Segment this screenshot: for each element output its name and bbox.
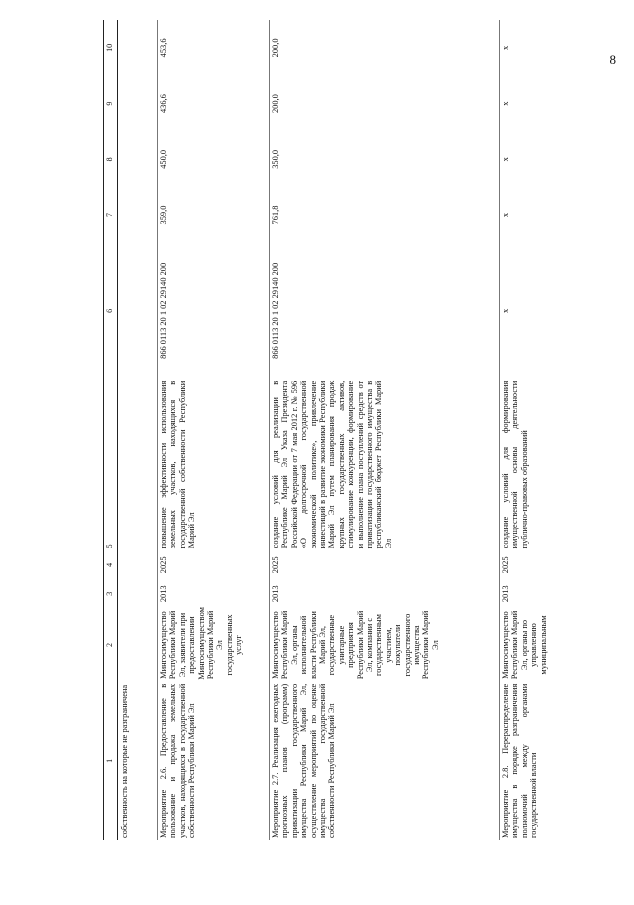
expected-result: [117, 379, 157, 551]
value-col9: 436,6: [158, 94, 168, 114]
value-col9: [117, 76, 157, 132]
table-row: [269, 20, 499, 840]
start-year: 2013: [270, 585, 280, 603]
expected-result: повышение эффективности использования земельных участков, находящихся в государственной собственности Республики Марий Эл: [158, 380, 197, 549]
expected-result: создание условий для реализации в Республике Марий Эл Указа Президента Российской Федерации от 7 мая 2012 г. № 596 «О долгосрочной государственной экономической политике», привлечение инвестиций в развитие экономики Республики Марий Эл путем планирования продаж крупных государственных активов, стимулирование конкуренции, формирование и выполнение плана поступлений средств от приватизации государственного имущества в республиканский бюджет Республики Марий Эл: [270, 380, 393, 549]
header-cell: 7: [104, 187, 118, 243]
executor: [117, 608, 157, 682]
header-cell: 4: [104, 550, 118, 579]
value-col10: 453,6: [158, 38, 168, 58]
header-cell: 1: [104, 682, 118, 840]
header-cell: 3: [104, 579, 118, 608]
executor: Мингосимущество Республики Марий Эл, заявители при предоставлении Мингосимуществом Республики Марий Эл государственных услуг: [158, 607, 244, 680]
measure-name: Мероприятие 2.6. Предоставление в пользование и продажа земельных участков, находящихся в государственной собственности Республики Марий Эл: [158, 683, 197, 838]
value-col9: 200,0: [270, 94, 280, 114]
value-col10: 200,0: [270, 38, 280, 58]
budget-code: 866 0113 20 1 02 29140 200: [270, 262, 280, 359]
measure-name: Мероприятие 2.8. Перераспределение имущества в порядке разграничения полномочий между органами государственной власти: [500, 683, 539, 838]
budget-code: 866 0113 20 1 02 29140 200: [158, 262, 168, 359]
table-row: [117, 20, 157, 840]
start-year: 2013: [500, 585, 510, 603]
value-col7: 359,0: [158, 205, 168, 225]
program-measures-table: [103, 20, 589, 840]
table-header-row: [104, 20, 118, 840]
table-row: [157, 20, 269, 840]
budget-code: [117, 243, 157, 379]
value-col7: х: [500, 212, 510, 218]
value-col7: [117, 187, 157, 243]
measure-name: Мероприятие 2.7. Реализация ежегодных прогнозных планов (программ) приватизации государственного имущества Республики Марий Эл, осуществление мероприятий по оценке имущества государственной собственности Республики Марий Эл: [270, 683, 337, 838]
value-col10: х: [500, 45, 510, 50]
value-col8: х: [500, 157, 510, 162]
header-cell: 10: [104, 20, 118, 76]
header-cell: 8: [104, 131, 118, 187]
table-row: [499, 20, 589, 840]
end-year: 2025: [270, 556, 280, 574]
value-col9: х: [500, 101, 510, 106]
page-number: 8: [609, 52, 616, 67]
value-col7: 761,8: [270, 205, 280, 225]
end-year: 2025: [158, 556, 168, 574]
start-year: 2013: [158, 585, 168, 603]
value-col8: [117, 131, 157, 187]
value-col8: 350,0: [270, 149, 280, 169]
expected-result: создание условий для формирования имущественной основы деятельности публично-правовых образований: [500, 380, 529, 549]
header-cell: 2: [104, 608, 118, 682]
start-year: [117, 579, 157, 608]
executor: Мингосимущество Республики Марий Эл, органы исполнительной власти Республики Марий Эл, государственные унитарные предприятия Республики Марий Эл, компании с государственным участием, покупатели государственного имущества Республики Марий Эл: [270, 610, 440, 680]
header-cell: 6: [104, 243, 118, 379]
measure-name: собственность на которые не разграничена: [119, 684, 129, 838]
header-cell: 9: [104, 76, 118, 132]
budget-code: х: [500, 308, 510, 313]
executor: Мингосимущество Республики Марий Эл, органы по управлению муниципальным: [500, 610, 548, 680]
rotated-table-wrapper: [103, 20, 623, 840]
end-year: 2025: [500, 556, 510, 574]
value-col10: [117, 20, 157, 76]
header-cell: 5: [104, 379, 118, 551]
end-year: [117, 550, 157, 579]
value-col8: 450,0: [158, 149, 168, 169]
